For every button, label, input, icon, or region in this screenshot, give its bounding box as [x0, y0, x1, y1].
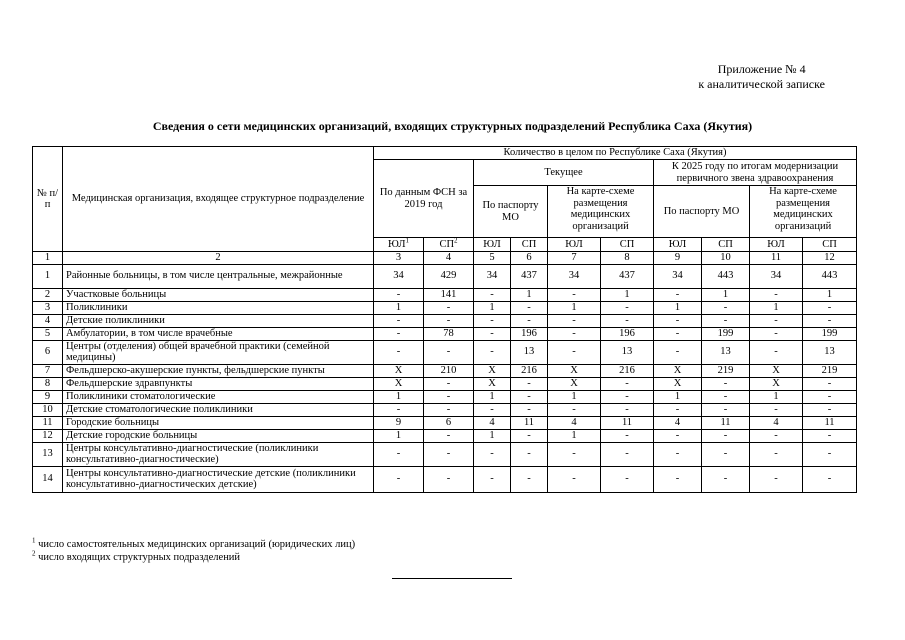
row-value: 1	[601, 288, 654, 301]
divider-line	[392, 578, 512, 579]
row-value: 1	[474, 390, 511, 403]
row-value: -	[803, 403, 857, 416]
table-row	[33, 327, 857, 340]
row-value: Х	[374, 377, 424, 390]
row-number: 14	[33, 466, 63, 492]
row-name: Городские больницы	[63, 416, 374, 429]
row-value: -	[374, 288, 424, 301]
row-name: Поликлиники стоматологические	[63, 390, 374, 403]
row-value: 6	[424, 416, 474, 429]
header-current-passport: По паспорту МО	[474, 186, 548, 238]
row-value: -	[750, 429, 803, 442]
row-number: 12	[33, 429, 63, 442]
row-name: Детские городские больницы	[63, 429, 374, 442]
row-value: -	[702, 466, 750, 492]
row-value: 199	[702, 327, 750, 340]
row-value: 1	[474, 301, 511, 314]
index-cell: 10	[702, 252, 750, 265]
footnote-2: $^2$ число входящих структурных подразделений	[32, 549, 241, 563]
appendix-note	[698, 62, 825, 92]
row-value: -	[702, 442, 750, 466]
row-value: Х	[474, 377, 511, 390]
row-value: -	[474, 327, 511, 340]
row-value: -	[548, 327, 601, 340]
row-name: Районные больницы, в том числе центральные, межрайонные	[63, 264, 374, 288]
row-value: 216	[511, 364, 548, 377]
header-total: Количество в целом по Республике Саха (Якутия)	[374, 147, 857, 160]
row-value: -	[654, 288, 702, 301]
table-row	[33, 429, 857, 442]
row-value: 34	[654, 264, 702, 288]
row-value: Х	[374, 364, 424, 377]
row-number: 8	[33, 377, 63, 390]
header-yul: $ЮЛ^1$	[374, 238, 424, 252]
row-name: Центры консультативно-диагностические детские (поликлиники консультативно-диагностических детские)	[63, 466, 374, 492]
row-value: 443	[702, 264, 750, 288]
header-2025-passport: По паспорту МО	[654, 186, 750, 238]
row-value: -	[601, 390, 654, 403]
row-value: -	[750, 466, 803, 492]
row-value: -	[548, 288, 601, 301]
row-value: -	[601, 314, 654, 327]
row-value: 1	[548, 390, 601, 403]
header-yul: ЮЛ	[654, 238, 702, 252]
row-value: 216	[601, 364, 654, 377]
row-value: 1	[374, 301, 424, 314]
index-cell: 6	[511, 252, 548, 265]
row-value: 1	[374, 429, 424, 442]
row-value: 11	[511, 416, 548, 429]
row-value: -	[511, 442, 548, 466]
row-value: 1	[654, 390, 702, 403]
row-value: -	[702, 403, 750, 416]
row-name: Детские стоматологические поликлиники	[63, 403, 374, 416]
row-name: Поликлиники	[63, 301, 374, 314]
document-title: Сведения о сети медицинских организаций, входящих структурных подразделений Республика Саха (Якутия)	[152, 119, 753, 133]
row-value: -	[601, 377, 654, 390]
row-value: -	[424, 466, 474, 492]
row-value: -	[424, 377, 474, 390]
index-cell: 4	[424, 252, 474, 265]
row-value: -	[750, 314, 803, 327]
table-row	[33, 301, 857, 314]
header-org: Медицинская организация, входящее структурное подразделение	[63, 147, 374, 252]
row-value: -	[424, 390, 474, 403]
row-value: -	[548, 403, 601, 416]
row-value: 34	[474, 264, 511, 288]
header-sp: СП	[803, 238, 857, 252]
row-name: Амбулатории, в том числе врачебные	[63, 327, 374, 340]
row-value: -	[654, 314, 702, 327]
row-value: -	[548, 442, 601, 466]
row-value: -	[511, 403, 548, 416]
row-value: 34	[750, 264, 803, 288]
row-value: -	[803, 442, 857, 466]
row-value: Х	[548, 377, 601, 390]
row-value: 9	[374, 416, 424, 429]
row-value: 4	[654, 416, 702, 429]
header-yul: ЮЛ	[474, 238, 511, 252]
index-cell: 12	[803, 252, 857, 265]
header-2025: К 2025 году по итогам модернизации первичного звена здравоохранения	[654, 160, 857, 186]
row-value: -	[654, 327, 702, 340]
row-value: 219	[803, 364, 857, 377]
row-value: 1	[548, 301, 601, 314]
row-value: -	[474, 314, 511, 327]
row-value: Х	[750, 364, 803, 377]
row-number: 3	[33, 301, 63, 314]
row-value: -	[374, 442, 424, 466]
row-value: -	[511, 466, 548, 492]
header-yul: ЮЛ	[750, 238, 803, 252]
row-value: 13	[702, 340, 750, 364]
row-value: 11	[601, 416, 654, 429]
row-name: Фельдшерские здравпункты	[63, 377, 374, 390]
row-value: -	[803, 429, 857, 442]
row-value: -	[702, 429, 750, 442]
header-yul: ЮЛ	[548, 238, 601, 252]
row-value: 13	[803, 340, 857, 364]
row-value: -	[511, 390, 548, 403]
row-value: -	[702, 314, 750, 327]
row-value: 443	[803, 264, 857, 288]
row-value: 1	[803, 288, 857, 301]
row-value: -	[474, 466, 511, 492]
row-value: Х	[474, 364, 511, 377]
header-fsn: По данным ФСН за 2019 год	[374, 160, 474, 238]
row-value: 78	[424, 327, 474, 340]
table-row	[33, 288, 857, 301]
header-num: № п/п	[33, 147, 63, 252]
row-value: -	[374, 314, 424, 327]
row-value: -	[511, 429, 548, 442]
row-value: -	[803, 390, 857, 403]
row-value: -	[702, 390, 750, 403]
row-value: 13	[601, 340, 654, 364]
row-value: -	[750, 327, 803, 340]
row-value: -	[511, 377, 548, 390]
row-number: 13	[33, 442, 63, 466]
appendix-number: Приложение № 4	[717, 62, 806, 76]
table-row	[33, 416, 857, 429]
row-value: -	[424, 301, 474, 314]
row-value: 4	[474, 416, 511, 429]
index-cell: 3	[374, 252, 424, 265]
row-value: -	[424, 314, 474, 327]
table-row	[33, 442, 857, 466]
table-row	[33, 340, 857, 364]
row-value: -	[374, 403, 424, 416]
row-number: 9	[33, 390, 63, 403]
index-cell: 9	[654, 252, 702, 265]
table-row	[33, 364, 857, 377]
row-value: -	[601, 301, 654, 314]
row-number: 2	[33, 288, 63, 301]
row-number: 11	[33, 416, 63, 429]
row-value: -	[474, 340, 511, 364]
row-value: -	[601, 442, 654, 466]
index-row	[33, 252, 857, 265]
table-row	[33, 314, 857, 327]
row-value: 4	[548, 416, 601, 429]
index-cell: 2	[63, 252, 374, 265]
row-number: 6	[33, 340, 63, 364]
header-current-map: На карте-схеме размещения медицинских организаций	[548, 186, 654, 238]
row-value: Х	[750, 377, 803, 390]
row-value: -	[374, 340, 424, 364]
index-cell: 8	[601, 252, 654, 265]
row-value: 13	[511, 340, 548, 364]
row-value: -	[750, 403, 803, 416]
row-value: -	[702, 377, 750, 390]
row-value: -	[374, 327, 424, 340]
row-value: -	[654, 466, 702, 492]
row-value: -	[601, 466, 654, 492]
row-number: 1	[33, 264, 63, 288]
row-value: 199	[803, 327, 857, 340]
row-value: 11	[803, 416, 857, 429]
row-value: -	[424, 429, 474, 442]
row-value: -	[654, 442, 702, 466]
row-value: -	[702, 301, 750, 314]
footnote-1: $^1$ число самостоятельных медицинских организаций (юридических лиц)	[32, 536, 356, 550]
row-value: 141	[424, 288, 474, 301]
table-row	[33, 466, 857, 492]
row-value: -	[750, 340, 803, 364]
row-value: 1	[511, 288, 548, 301]
table-row	[33, 403, 857, 416]
row-name: Фельдшерско-акушерские пункты, фельдшерские пункты	[63, 364, 374, 377]
appendix-subtitle: к аналитической записке	[698, 77, 825, 91]
row-number: 4	[33, 314, 63, 327]
row-value: 1	[750, 390, 803, 403]
header-sp: $СП^2$	[424, 238, 474, 252]
row-value: -	[424, 340, 474, 364]
index-cell: 11	[750, 252, 803, 265]
row-value: -	[424, 403, 474, 416]
row-value: 437	[601, 264, 654, 288]
row-value: 1	[654, 301, 702, 314]
row-value: -	[511, 301, 548, 314]
row-value: 34	[374, 264, 424, 288]
row-value: -	[474, 403, 511, 416]
medical-network-table	[32, 146, 857, 493]
row-value: 1	[702, 288, 750, 301]
footnotes	[32, 538, 355, 564]
row-value: 196	[511, 327, 548, 340]
row-number: 7	[33, 364, 63, 377]
row-value: -	[654, 429, 702, 442]
row-name: Детские поликлиники	[63, 314, 374, 327]
row-value: -	[374, 466, 424, 492]
row-value: -	[654, 340, 702, 364]
row-name: Участковые больницы	[63, 288, 374, 301]
row-value: 429	[424, 264, 474, 288]
header-sp: СП	[511, 238, 548, 252]
header-sp: СП	[601, 238, 654, 252]
row-value: 1	[548, 429, 601, 442]
index-cell: 7	[548, 252, 601, 265]
row-value: -	[803, 466, 857, 492]
row-number: 10	[33, 403, 63, 416]
row-value: Х	[654, 364, 702, 377]
row-number: 5	[33, 327, 63, 340]
row-value: Х	[654, 377, 702, 390]
header-sp: СП	[702, 238, 750, 252]
row-value: 34	[548, 264, 601, 288]
row-value: -	[511, 314, 548, 327]
row-value: 210	[424, 364, 474, 377]
row-value: 219	[702, 364, 750, 377]
row-value: 437	[511, 264, 548, 288]
row-value: -	[750, 288, 803, 301]
row-value: -	[474, 442, 511, 466]
row-value: 1	[750, 301, 803, 314]
row-value: -	[803, 301, 857, 314]
row-value: 196	[601, 327, 654, 340]
row-name: Центры (отделения) общей врачебной практики (семейной медицины)	[63, 340, 374, 364]
row-value: -	[654, 403, 702, 416]
row-value: -	[803, 314, 857, 327]
row-value: -	[548, 314, 601, 327]
row-value: -	[750, 442, 803, 466]
row-value: -	[601, 429, 654, 442]
header-2025-map: На карте-схеме размещения медицинских организаций	[750, 186, 857, 238]
row-value: -	[601, 403, 654, 416]
row-value: 4	[750, 416, 803, 429]
row-value: -	[548, 466, 601, 492]
table-body	[33, 252, 857, 493]
row-value: -	[548, 340, 601, 364]
row-value: 1	[474, 429, 511, 442]
row-name: Центры консультативно-диагностические (поликлиники консультативно-диагностические)	[63, 442, 374, 466]
row-value: -	[474, 288, 511, 301]
row-value: Х	[548, 364, 601, 377]
index-cell: 1	[33, 252, 63, 265]
row-value: 11	[702, 416, 750, 429]
row-value: -	[803, 377, 857, 390]
index-cell: 5	[474, 252, 511, 265]
table-row	[33, 390, 857, 403]
row-value: 1	[374, 390, 424, 403]
table-row	[33, 377, 857, 390]
row-value: -	[424, 442, 474, 466]
table-row	[33, 264, 857, 288]
header-current: Текущее	[474, 160, 654, 186]
